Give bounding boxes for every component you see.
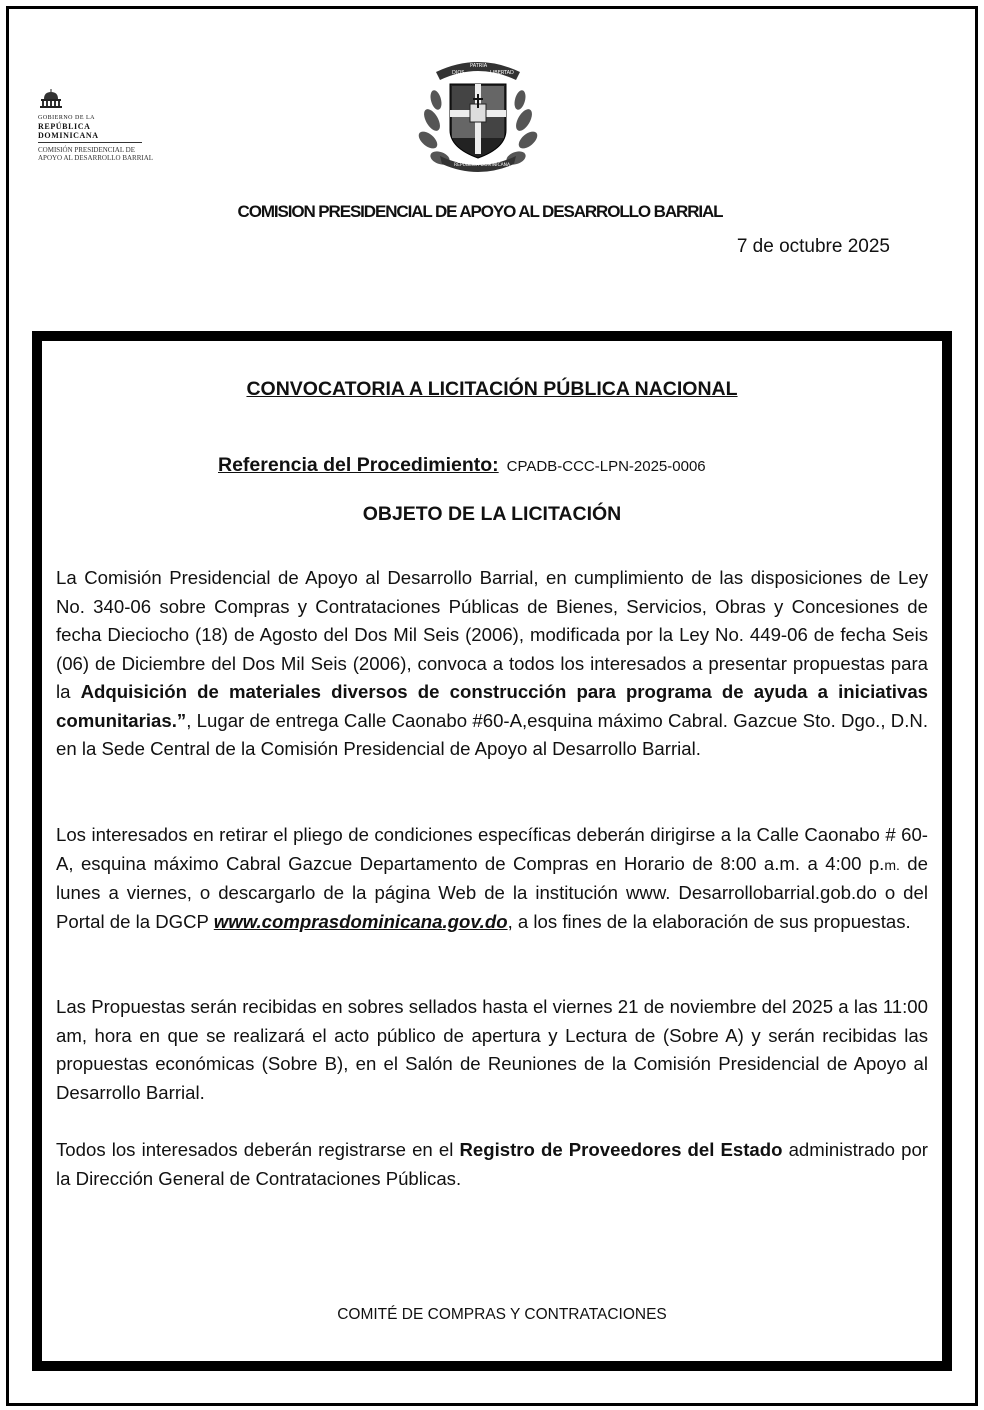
motto-right: LIBERTAD [490, 70, 514, 76]
logo-line-3 [38, 146, 188, 162]
logo-line-3-text: COMISIÓN PRESIDENCIAL DE [38, 146, 135, 154]
dgcp-portal-link[interactable]: www.comprasdominicana.gov.do [213, 910, 508, 932]
p4-text-b: administrado por la Dirección General de Contrataciones Públicas. [56, 1139, 928, 1189]
paragraph-2 [56, 821, 928, 936]
p1-bold-text: Adquisición de materiales diversos de construcción para programa de ayuda a iniciativas comunitarias.” [56, 681, 929, 731]
motto-left: DIOS [452, 70, 465, 76]
paragraph-4 [56, 1136, 928, 1193]
document-date: 7 de octubre 2025 [736, 236, 890, 257]
logo-line-2: REPÚBLICA DOMINICANA [38, 122, 142, 143]
procedure-reference [218, 454, 706, 477]
p2-small-text: m. [884, 856, 900, 873]
reference-value: CPADB-CCC-LPN-2025-0006 [506, 458, 706, 475]
logo-line-4-text: APOYO AL DESARROLLO BARRIAL [38, 154, 154, 162]
government-logo [38, 88, 188, 162]
p1-text-b: , Lugar de entrega Calle Caonabo #60-A,esquina máximo Cabral. Gazcue Sto. Dgo., D.N. en la Sede Central de la Comisión Presidencial de Apoyo al Desarrollo Barrial. [56, 709, 928, 759]
p4-text-a: Todos los interesados deberán registrarse en el [56, 1139, 460, 1160]
coat-of-arms-icon [418, 50, 538, 178]
logo-line-1: GOBIERNO DE LA [38, 115, 95, 121]
notice-title: CONVOCATORIA A LICITACIÓN PÚBLICA NACIONAL [246, 378, 738, 400]
paragraph-3: Las Propuestas serán recibidas en sobres sellados hasta el viernes 21 de noviembre del 2025 a las 11:00 am, hora en que se realizará el acto público de apertura y Lectura de (Sobre A) y serán recibidas las propuestas económicas (Sobre B), en el Salón de Reuniones de la Comisión Presidencial de Apoyo al Desarrollo Barrial. [56, 996, 928, 1103]
notice-subtitle: OBJETO DE LA LICITACIÓN [362, 503, 622, 525]
reference-label: Referencia del Procedimiento: [218, 454, 499, 476]
p2-text-a: Los interesados en retirar el pliego de condiciones específicas deberán dirigirse a la Calle Caonabo # 60-A, esquina máximo Cabral Gazcue Departamento de Compras en Horario de 8:00 a.m. a 4:00 p. [56, 824, 928, 874]
government-building-icon [38, 88, 64, 108]
ribbon-text: REPÚBLICA DOMINICANA [454, 163, 511, 168]
p2-text-c: , a los fines de la elaboración de sus propuestas. [507, 910, 911, 932]
p4-bold-text: Registro de Proveedores del Estado [459, 1139, 783, 1160]
committee-signature: COMITÉ DE COMPRAS Y CONTRATACIONES [337, 1306, 667, 1323]
motto-center: PATRIA [470, 63, 488, 69]
paragraph-1 [56, 564, 928, 764]
organization-title: COMISION PRESIDENCIAL DE APOYO AL DESARROLLO BARRIAL [237, 202, 723, 221]
p1-text-a: La Comisión Presidencial de Apoyo al Desarrollo Barrial, en cumplimiento de las disposiciones de Ley No. 340-06 sobre Compras y Contrataciones Públicas de Bienes, Servicios, Obras y Concesiones de fecha Dieciocho (18) de Agosto del Dos Mil Seis (2006), modificada por la Ley No. 449-06 de fecha Seis (06) de Diciembre del Dos Mil Seis (2006), convoca a todos los interesados a presentar propuestas para la [56, 567, 928, 702]
p2-text-b: de lunes a viernes, o descargarlo de la página Web de la institución www. Desarrollobarrial.gob.do o del Portal de la DGCP [56, 852, 928, 932]
